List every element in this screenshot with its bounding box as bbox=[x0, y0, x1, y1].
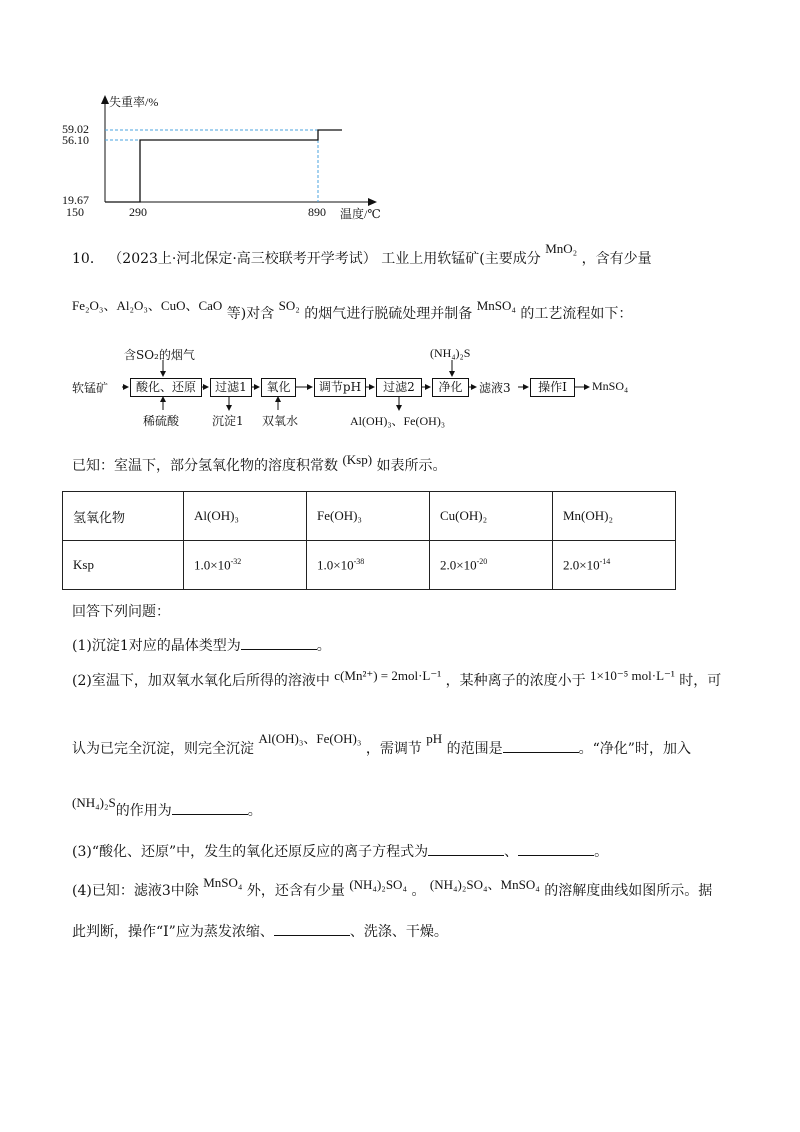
q1-text: 。 bbox=[316, 638, 331, 654]
ksp-value: 1.0×10 bbox=[194, 557, 231, 573]
answer-blank[interactable] bbox=[428, 841, 504, 856]
question-2-line2 bbox=[72, 731, 691, 758]
formula-nh4-2s: (NH₄)₂S bbox=[72, 795, 116, 810]
ksp-symbol: (Ksp) bbox=[342, 452, 373, 467]
flow-step-filter1: 过滤1 bbox=[210, 378, 252, 397]
table-cell bbox=[184, 541, 307, 590]
answer-blank[interactable] bbox=[518, 841, 594, 856]
known-line bbox=[72, 452, 447, 475]
table-cell: Fe(OH)₃ bbox=[307, 492, 430, 541]
q3-text: 、 bbox=[504, 844, 519, 860]
q2-text: ，需调节 bbox=[365, 741, 422, 757]
flow-step-acidify: 酸化、还原 bbox=[130, 378, 202, 397]
q3-text: 。 bbox=[594, 844, 609, 860]
table-cell: Cu(OH)₂ bbox=[430, 492, 553, 541]
formula-mno2: MnO₂ bbox=[545, 241, 578, 256]
x-tick-label: 890 bbox=[308, 205, 326, 219]
x-tick-label: 150 bbox=[66, 205, 84, 219]
q4-text: 外，还含有少量 bbox=[246, 883, 345, 899]
q4-text: 。 bbox=[411, 883, 426, 899]
ksp-value: 2.0×10 bbox=[563, 557, 600, 573]
questions-intro: 回答下列问题： bbox=[72, 604, 170, 620]
ksp-exponent: -14 bbox=[599, 556, 611, 566]
q2-text: ，某种离子的浓度小于 bbox=[445, 673, 586, 689]
formula-solutes: (NH₄)₂SO₄、MnSO₄ bbox=[429, 877, 540, 892]
q10-text: ，含有少量 bbox=[581, 251, 652, 267]
question-2-line3 bbox=[72, 795, 262, 820]
flow-acid: 稀硫酸 bbox=[143, 414, 180, 428]
q3-text: (3)“酸化、还原”中，发生的氧化还原反应的离子方程式为 bbox=[72, 844, 429, 860]
table-cell bbox=[430, 541, 553, 590]
q10-text: 的烟气进行脱硫处理并制备 bbox=[304, 306, 473, 322]
x-tick-label: 290 bbox=[129, 205, 147, 219]
flow-precip2: Al(OH)₃、Fe(OH)₃ bbox=[350, 414, 446, 428]
q1-text: (1)沉淀1对应的晶体类型为 bbox=[72, 638, 241, 654]
flow-step-adjust-ph: 调节pH bbox=[314, 378, 366, 397]
answer-blank[interactable] bbox=[241, 635, 317, 650]
flow-product: MnSO₄ bbox=[592, 379, 629, 393]
table-cell: Ksp bbox=[63, 541, 184, 590]
ksp-exponent: -20 bbox=[476, 556, 488, 566]
flow-step-purify: 净化 bbox=[432, 378, 469, 397]
q4-text: 、洗涤、干燥。 bbox=[349, 924, 448, 940]
question-source: （2023上·河北保定·高三校联考开学考试） bbox=[108, 251, 377, 267]
table-cell bbox=[307, 541, 430, 590]
formula-so2: SO₂ bbox=[278, 298, 300, 313]
formula-mnso4: MnSO₄ bbox=[203, 875, 243, 890]
ksp-exponent: -38 bbox=[353, 556, 365, 566]
question-2-line1 bbox=[72, 670, 721, 690]
formula-mn-conc: c(Mn²⁺) = 2mol·L⁻¹ bbox=[334, 668, 442, 683]
table-cell: Mn(OH)₂ bbox=[553, 492, 676, 541]
y-tick-label: 59.02 bbox=[62, 122, 89, 136]
table-cell: 氢氧化物 bbox=[63, 492, 184, 541]
y-axis-label: 失重率/% bbox=[109, 95, 159, 109]
flow-step-op1: 操作I bbox=[530, 378, 575, 397]
known-text: 如表所示。 bbox=[376, 458, 447, 474]
q10-text: 等)对含 bbox=[226, 306, 275, 322]
question-4-line2 bbox=[72, 921, 448, 941]
q4-text: (4)已知：滤液3中除 bbox=[72, 883, 199, 899]
y-tick-label: 19.67 bbox=[62, 193, 89, 207]
y-tick-label: 56.10 bbox=[62, 133, 89, 147]
q2-text: 时，可 bbox=[679, 673, 722, 689]
question-number: 10． bbox=[72, 251, 104, 267]
known-text: 已知：室温下，部分氢氧化物的溶度积常数 bbox=[72, 458, 338, 474]
ksp-value: 1.0×10 bbox=[317, 557, 354, 573]
flow-precip1: 沉淀1 bbox=[212, 414, 244, 428]
flow-step-oxidize: 氧化 bbox=[261, 378, 296, 397]
q2-text: (2)室温下，加双氧水氧化后所得的溶液中 bbox=[72, 673, 330, 689]
table-row bbox=[63, 541, 676, 590]
ksp-value: 2.0×10 bbox=[440, 557, 477, 573]
formula-mnso4: MnSO₄ bbox=[476, 298, 516, 313]
table-header-row bbox=[63, 492, 676, 541]
q2-text: 的范围是 bbox=[446, 741, 503, 757]
formula-impurities: Fe₂O₃、Al₂O₃、CuO、CaO bbox=[72, 298, 223, 313]
q2-text: 。“净化”时，加入 bbox=[578, 741, 691, 757]
flow-gas-input: 含SO₂的烟气 bbox=[124, 348, 195, 362]
question-3 bbox=[72, 841, 608, 861]
table-cell bbox=[553, 541, 676, 590]
flow-filtrate3: 滤液3 bbox=[479, 381, 511, 395]
formula-hydroxides: Al(OH)₃、Fe(OH)₃ bbox=[258, 731, 362, 746]
q10-text: 工业上用软锰矿(主要成分 bbox=[381, 251, 541, 267]
flow-arrows bbox=[0, 0, 800, 440]
flow-h2o2: 双氧水 bbox=[262, 414, 299, 428]
flow-start: 软锰矿 bbox=[72, 381, 109, 395]
formula-threshold-conc: 1×10⁻⁵ mol·L⁻¹ bbox=[590, 668, 675, 683]
answer-blank[interactable] bbox=[274, 921, 350, 936]
q4-text: 此判断，操作“I”应为蒸发浓缩、 bbox=[72, 924, 274, 940]
formula-nh4-2so4: (NH₄)₂SO₄ bbox=[349, 877, 407, 892]
ksp-exponent: -32 bbox=[230, 556, 242, 566]
q2-text: 认为已完全沉淀，则完全沉淀 bbox=[72, 741, 254, 757]
flow-reagent: (NH₄)₂S bbox=[430, 346, 471, 360]
q4-text: 的溶解度曲线如图所示。据 bbox=[544, 883, 713, 899]
ph-symbol: pH bbox=[426, 731, 443, 746]
answer-blank[interactable] bbox=[503, 738, 579, 753]
x-axis-label: 温度/℃ bbox=[340, 207, 381, 221]
question-1 bbox=[72, 635, 331, 655]
question-4-line1 bbox=[72, 875, 713, 900]
q2-text: 。 bbox=[247, 803, 262, 819]
ksp-table bbox=[62, 491, 676, 590]
q2-text: 的作用为 bbox=[115, 803, 172, 819]
q10-text: 的工艺流程如下： bbox=[520, 306, 633, 322]
flow-step-filter2: 过滤2 bbox=[376, 378, 422, 397]
answer-blank[interactable] bbox=[172, 800, 248, 815]
table-cell: Al(OH)₃ bbox=[184, 492, 307, 541]
